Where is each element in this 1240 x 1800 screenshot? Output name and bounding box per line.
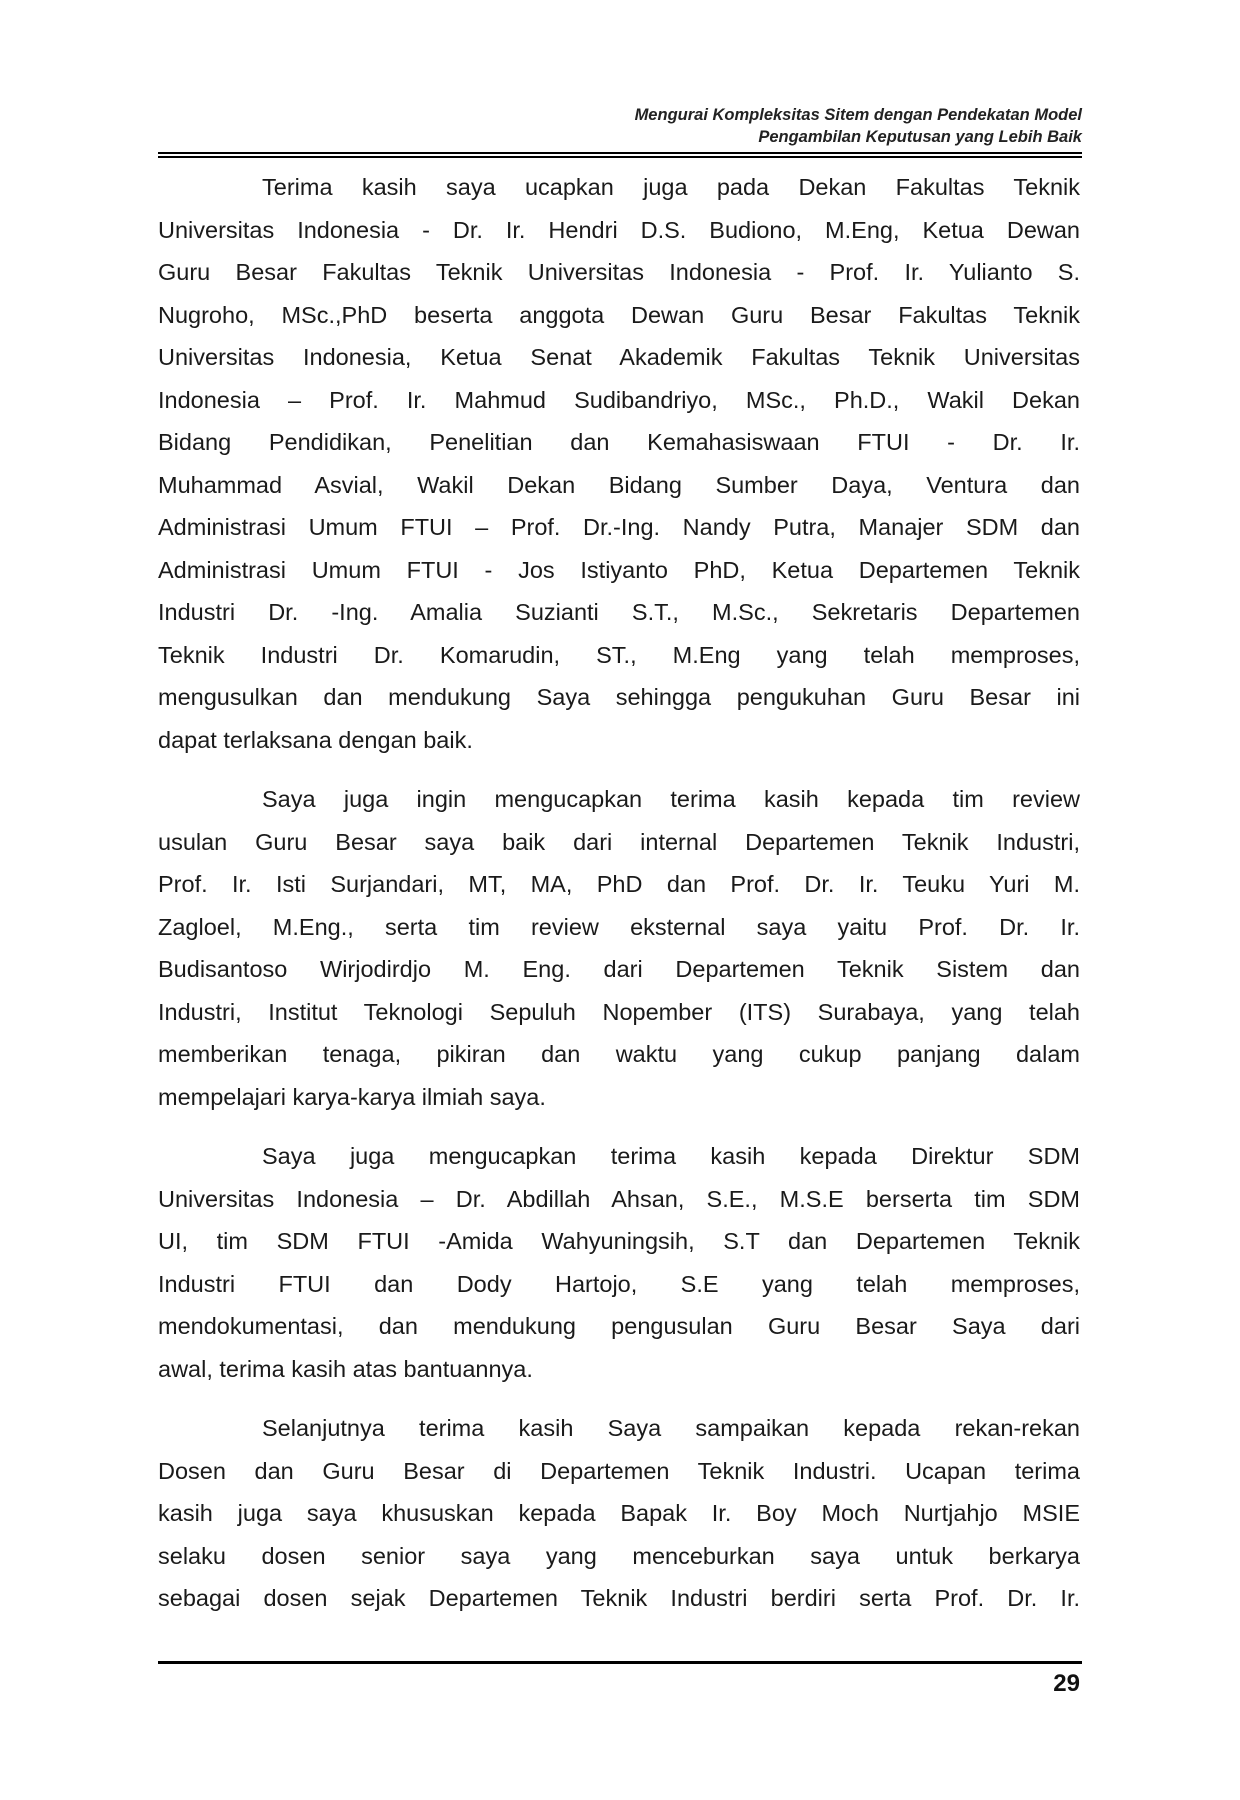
paragraph	[158, 166, 1080, 761]
text-line: sebagai dosen sejak Departemen Teknik Industri berdiri serta Prof. Dr. Ir.	[158, 1585, 1080, 1611]
text-line: Dosen dan Guru Besar di Departemen Teknik Industri. Ucapan terima	[158, 1457, 1080, 1484]
text-line: mengusulkan dan mendukung Saya sehingga pengukuhan Guru Besar ini	[158, 684, 1080, 710]
text-line: usulan Guru Besar saya baik dari internal Departemen Teknik Industri,	[158, 828, 1080, 855]
text-line: dapat terlaksana dengan baik.	[158, 726, 473, 753]
running-header-line-1: Mengurai Kompleksitas Sitem dengan Pendekatan Model	[634, 106, 1082, 124]
running-header-line-2: Pengambilan Keputusan yang Lebih Baik	[758, 128, 1082, 146]
text-line: memberikan tenaga, pikiran dan waktu yang cukup panjang dalam	[158, 1041, 1080, 1067]
page-number: 29	[1053, 1670, 1080, 1697]
text-line: Zagloel, M.Eng., serta tim review eksternal saya yaitu Prof. Dr. Ir.	[158, 913, 1080, 940]
text-line: Nugroho, MSc.,PhD beserta anggota Dewan Guru Besar Fakultas Teknik	[158, 301, 1080, 328]
paragraph	[158, 1407, 1080, 1620]
text-line: Administrasi Umum FTUI - Jos Istiyanto PhD, Ketua Departemen Teknik	[158, 556, 1080, 583]
text-line: Muhammad Asvial, Wakil Dekan Bidang Sumber Daya, Ventura dan	[158, 471, 1080, 498]
text-line: awal, terima kasih atas bantuannya.	[158, 1355, 533, 1382]
text-line: Guru Besar Fakultas Teknik Universitas Indonesia - Prof. Ir. Yulianto S.	[158, 259, 1080, 285]
footer-rule	[158, 1661, 1082, 1664]
text-line: Industri Dr. -Ing. Amalia Suzianti S.T., M.Sc., Sekretaris Departemen	[158, 599, 1080, 625]
text-line: kasih juga saya khususkan kepada Bapak Ir. Boy Moch Nurtjahjo MSIE	[158, 1500, 1080, 1526]
text-line: Universitas Indonesia – Dr. Abdillah Ahsan, S.E., M.S.E berserta tim SDM	[158, 1185, 1080, 1212]
text-line: Terima kasih saya ucapkan juga pada Dekan Fakultas Teknik	[262, 174, 1080, 200]
text-line: mendokumentasi, dan mendukung pengusulan Guru Besar Saya dari	[158, 1313, 1080, 1339]
text-line: Universitas Indonesia, Ketua Senat Akademik Fakultas Teknik Universitas	[158, 344, 1080, 370]
paragraph	[158, 778, 1080, 1118]
text-line: Saya juga mengucapkan terima kasih kepada Direktur SDM	[262, 1143, 1080, 1169]
text-line: Administrasi Umum FTUI – Prof. Dr.-Ing. Nandy Putra, Manajer SDM dan	[158, 514, 1080, 540]
text-line: Budisantoso Wirjodirdjo M. Eng. dari Departemen Teknik Sistem dan	[158, 956, 1080, 982]
paragraph	[158, 1135, 1080, 1390]
text-line: Indonesia – Prof. Ir. Mahmud Sudibandriyo, MSc., Ph.D., Wakil Dekan	[158, 386, 1080, 413]
running-header	[635, 104, 1082, 148]
text-line: Industri, Institut Teknologi Sepuluh Nopember (ITS) Surabaya, yang telah	[158, 998, 1080, 1025]
text-line: UI, tim SDM FTUI -Amida Wahyuningsih, S.T dan Departemen Teknik	[158, 1228, 1080, 1254]
text-line: Prof. Ir. Isti Surjandari, MT, MA, PhD dan Prof. Dr. Ir. Teuku Yuri M.	[158, 871, 1080, 897]
text-line: Selanjutnya terima kasih Saya sampaikan kepada rekan-rekan	[262, 1415, 1080, 1441]
text-line: Bidang Pendidikan, Penelitian dan Kemahasiswaan FTUI - Dr. Ir.	[158, 429, 1080, 455]
body-text	[158, 166, 1080, 1637]
text-line: Universitas Indonesia - Dr. Ir. Hendri D.S. Budiono, M.Eng, Ketua Dewan	[158, 216, 1080, 243]
header-double-rule	[158, 152, 1082, 158]
text-line: mempelajari karya-karya ilmiah saya.	[158, 1083, 546, 1110]
text-line: Industri FTUI dan Dody Hartojo, S.E yang telah memproses,	[158, 1270, 1080, 1297]
text-line: selaku dosen senior saya yang menceburkan saya untuk berkarya	[158, 1542, 1080, 1569]
text-line: Saya juga ingin mengucapkan terima kasih kepada tim review	[262, 786, 1080, 812]
text-line: Teknik Industri Dr. Komarudin, ST., M.Eng yang telah memproses,	[158, 641, 1080, 668]
